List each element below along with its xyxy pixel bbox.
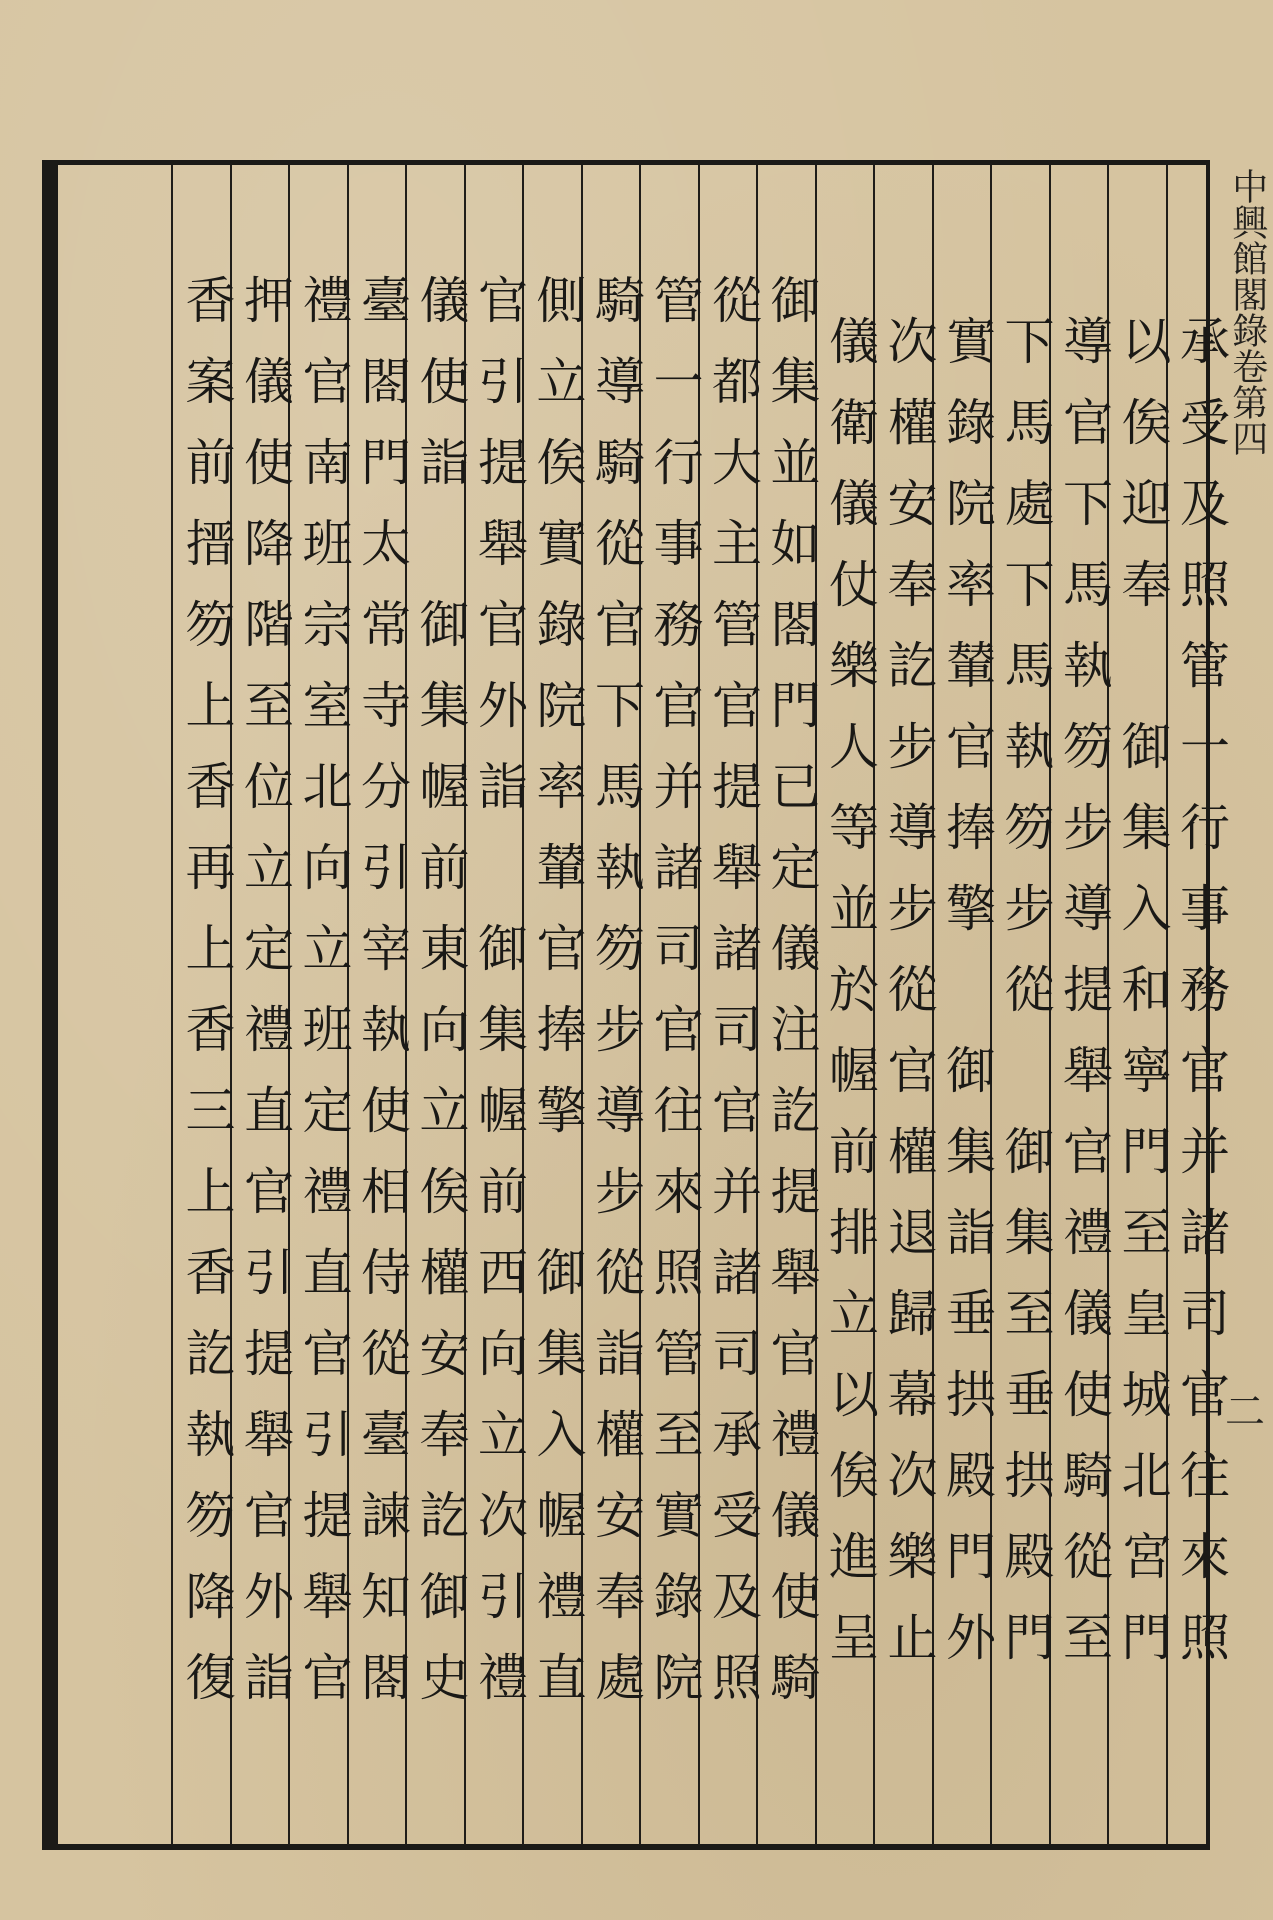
text-column: 押儀使降階至位立定禮直官引提舉官外詣 (236, 274, 294, 1732)
text-column: 從都大主管官提舉諸司官并諸司承受及照 (704, 274, 762, 1732)
text-column: 御集並如閤門已定儀注訖提舉官禮儀使騎 (762, 274, 821, 1732)
text-column: 承受及照管一行事務官并諸司官往來照 (1172, 314, 1230, 1692)
text-column: 騎導騎從官下馬執笏步導步從詣權安奉處 (587, 274, 645, 1732)
gutter-title (1227, 168, 1267, 456)
text-column: 臺閤門太常寺分引宰執使相侍從臺諫知閤 (353, 274, 411, 1732)
text-column: 以俟迎奉 御集入和寧門至皇城北宮門 (1113, 314, 1172, 1692)
text-column: 禮官南班宗室北向立班定禮直官引提舉官 (294, 274, 353, 1732)
text-column: 次權安奉訖步導步從官權退歸幕次樂止 (879, 314, 938, 1692)
text-column: 儀使詣 御集幄前東向立俟權安奉訖御史 (411, 274, 470, 1732)
text-column: 導官下馬執笏步導提舉官禮儀使騎從至 (1055, 314, 1113, 1692)
text-column: 下馬處下馬執笏步從 御集至垂拱殿門 (996, 314, 1055, 1692)
text-column: 管一行事務官并諸司官往來照管至實錄院 (645, 274, 704, 1732)
gutter-title-text: 中興館閣錄卷第四 (1226, 168, 1268, 456)
text-column: 實錄院率輦官捧擎 御集詣垂拱殿門外 (938, 314, 996, 1692)
text-column: 側立俟實錄院率輦官捧擎 御集入幄禮直 (528, 274, 587, 1732)
text-column: 儀衛儀仗樂人等並於幄前排立以俟進呈 (821, 314, 879, 1692)
text-column: 官引提舉官外詣 御集幄前西向立次引禮 (470, 274, 528, 1732)
page-number: 二 (1225, 1389, 1265, 1435)
text-column: 香案前搢笏上香再上香三上香訖執笏降復 (177, 274, 236, 1732)
